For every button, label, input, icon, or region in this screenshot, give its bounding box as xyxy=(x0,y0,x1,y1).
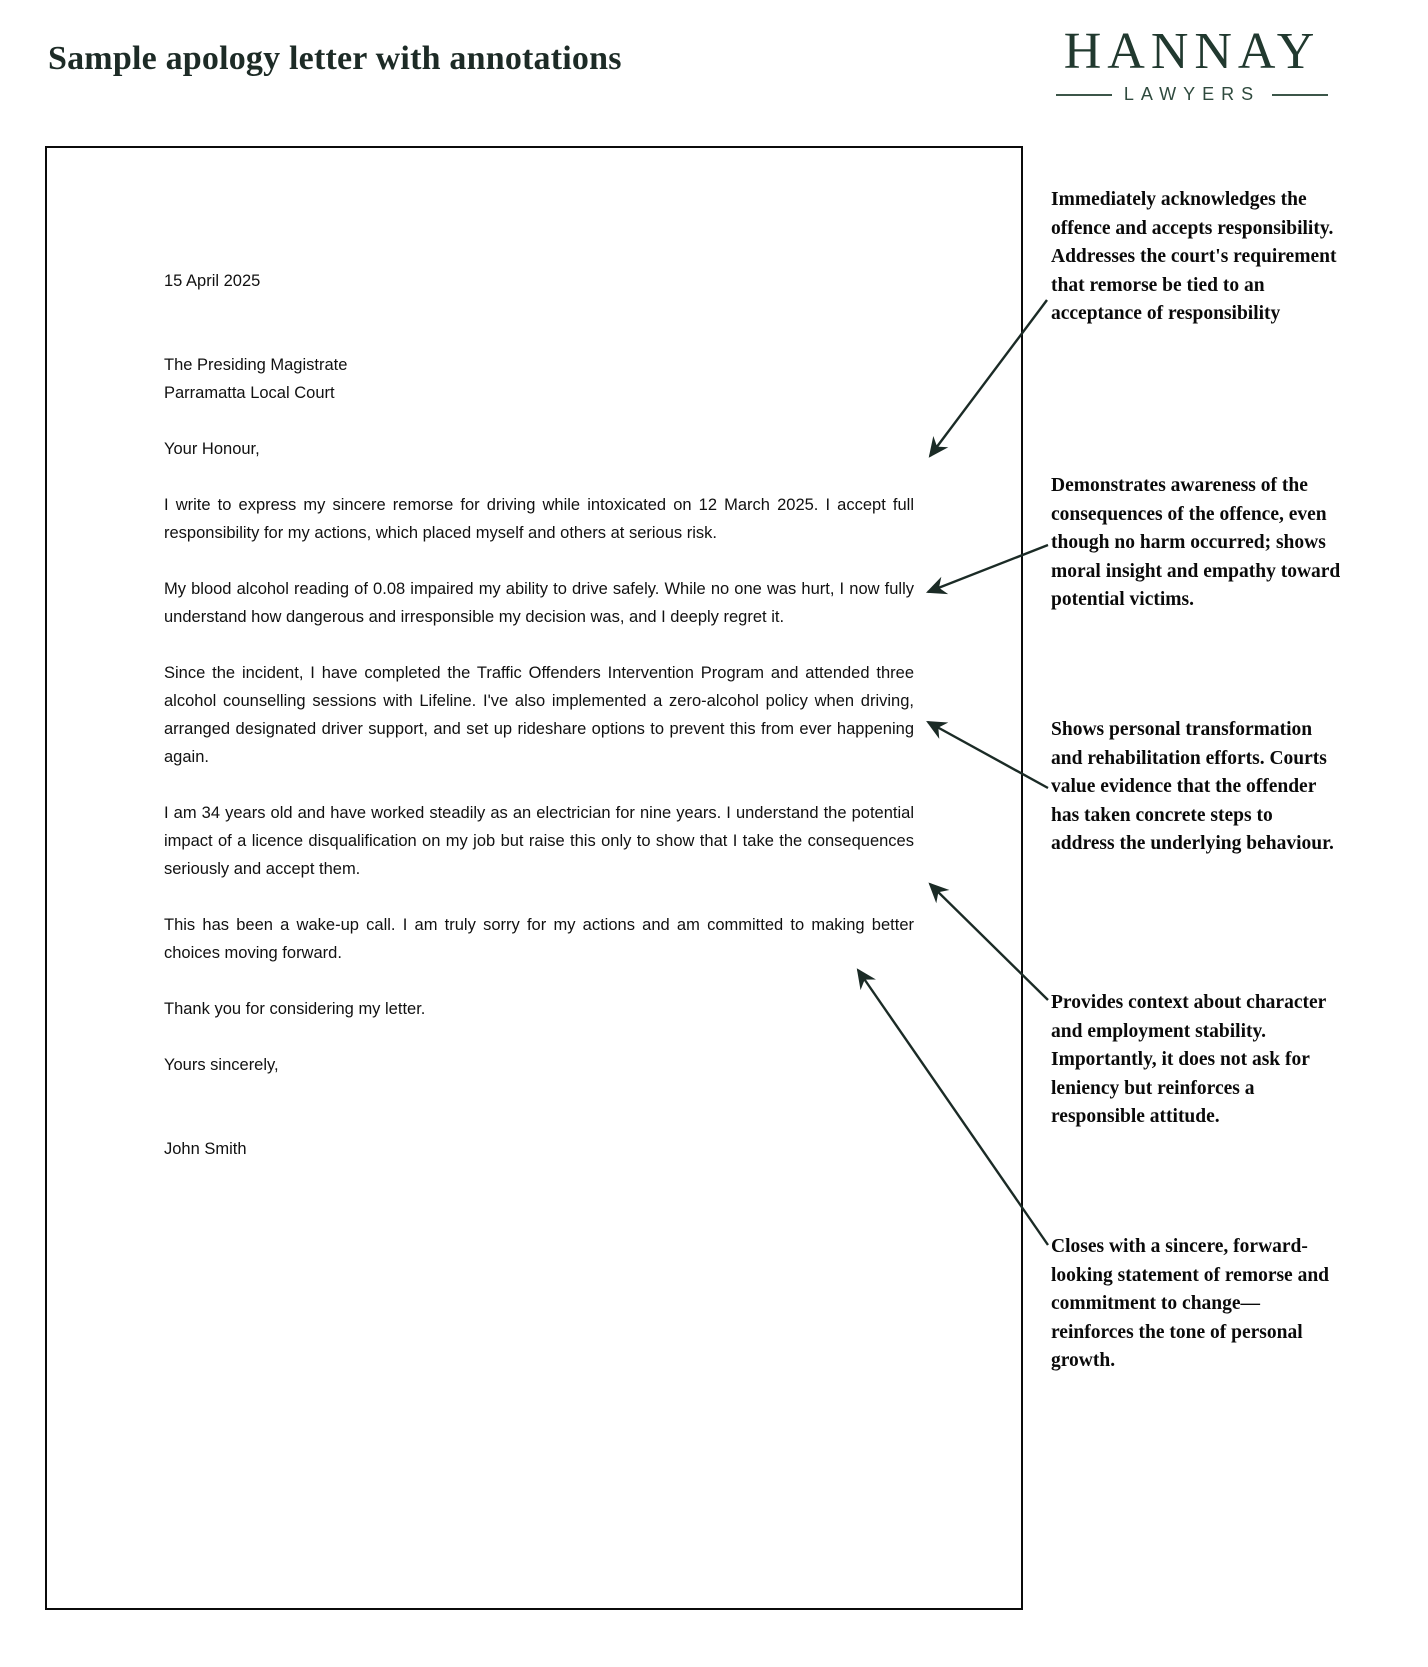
annotation-acknowledges-offence: Immediately acknowledges the offence and accepts responsibility. Addresses the court's requirement that remorse be tied to an acceptance of responsibility xyxy=(1051,189,1337,325)
page-header xyxy=(0,0,1428,140)
brand-rule-left-icon xyxy=(1056,94,1112,96)
letter-sheet xyxy=(45,146,1023,1610)
letter-paragraph: This has been a wake-up call. I am truly sorry for my actions and am committed to making better choices moving forward. xyxy=(164,916,914,962)
letter-paragraph: I write to express my sincere remorse for driving while intoxicated on 12 March 2025. I accept full responsibility for my actions, which placed myself and others at serious risk. xyxy=(164,496,914,542)
letter-paragraph: My blood alcohol reading of 0.08 impaired my ability to drive safely. While no one was hurt, I now fully understand how dangerous and irresponsible my decision was, and I deeply regret it. xyxy=(164,580,914,626)
brand-wordmark: HANNAY xyxy=(1063,23,1321,80)
annotation-personal-transformation: Shows personal transformation and rehabilitation efforts. Courts value evidence that the offender has taken concrete steps to address the underlying behaviour. xyxy=(1051,719,1334,855)
spacer xyxy=(164,1023,914,1051)
annotation-character-and-employment: Provides context about character and employment stability. Importantly, it does not ask for leniency but reinforces a responsible attitude. xyxy=(1051,992,1326,1128)
page-title: Sample apology letter with annotations xyxy=(48,40,622,77)
letter-signoff: Yours sincerely, xyxy=(164,1056,279,1074)
letter-recipient-line-2: Parramatta Local Court xyxy=(164,384,335,402)
annotation-closing-statement: Closes with a sincere, forward-looking statement of remorse and commitment to change—reinforces the tone of personal growth. xyxy=(1051,1236,1330,1372)
spacer xyxy=(164,463,914,491)
letter-paragraph: I am 34 years old and have worked steadily as an electrician for nine years. I understand the potential impact of a licence disqualification on my job but raise this only to show that I take the consequences seriously and accept them. xyxy=(164,804,914,878)
annotation-column xyxy=(1045,146,1385,1616)
letter-body xyxy=(164,267,914,1163)
hannay-lawyers-logo xyxy=(1042,23,1342,105)
letter-date: 15 April 2025 xyxy=(164,272,261,290)
spacer xyxy=(164,1079,914,1135)
letter-signature-name: John Smith xyxy=(164,1140,247,1158)
brand-rule-right-icon xyxy=(1272,94,1328,96)
letter-thanks: Thank you for considering my letter. xyxy=(164,1000,426,1018)
letter-salutation: Your Honour, xyxy=(164,440,260,458)
brand-subtext: LAWYERS xyxy=(1123,84,1261,104)
letter-recipient-line-1: The Presiding Magistrate xyxy=(164,356,348,374)
brand-subline xyxy=(1042,84,1342,105)
spacer xyxy=(164,407,914,435)
annotation-awareness-of-consequences: Demonstrates awareness of the consequences of the offence, even though no harm occurred; shows moral insight and empathy toward potential victims. xyxy=(1051,475,1341,611)
spacer xyxy=(164,295,914,351)
letter-paragraph: Since the incident, I have completed the Traffic Offenders Intervention Program and attended three alcohol counselling sessions with Lifeline. I've also implemented a zero-alcohol policy when driving, arranged designated driver support, and set up rideshare options to prevent this from ever happening again. xyxy=(164,664,914,766)
